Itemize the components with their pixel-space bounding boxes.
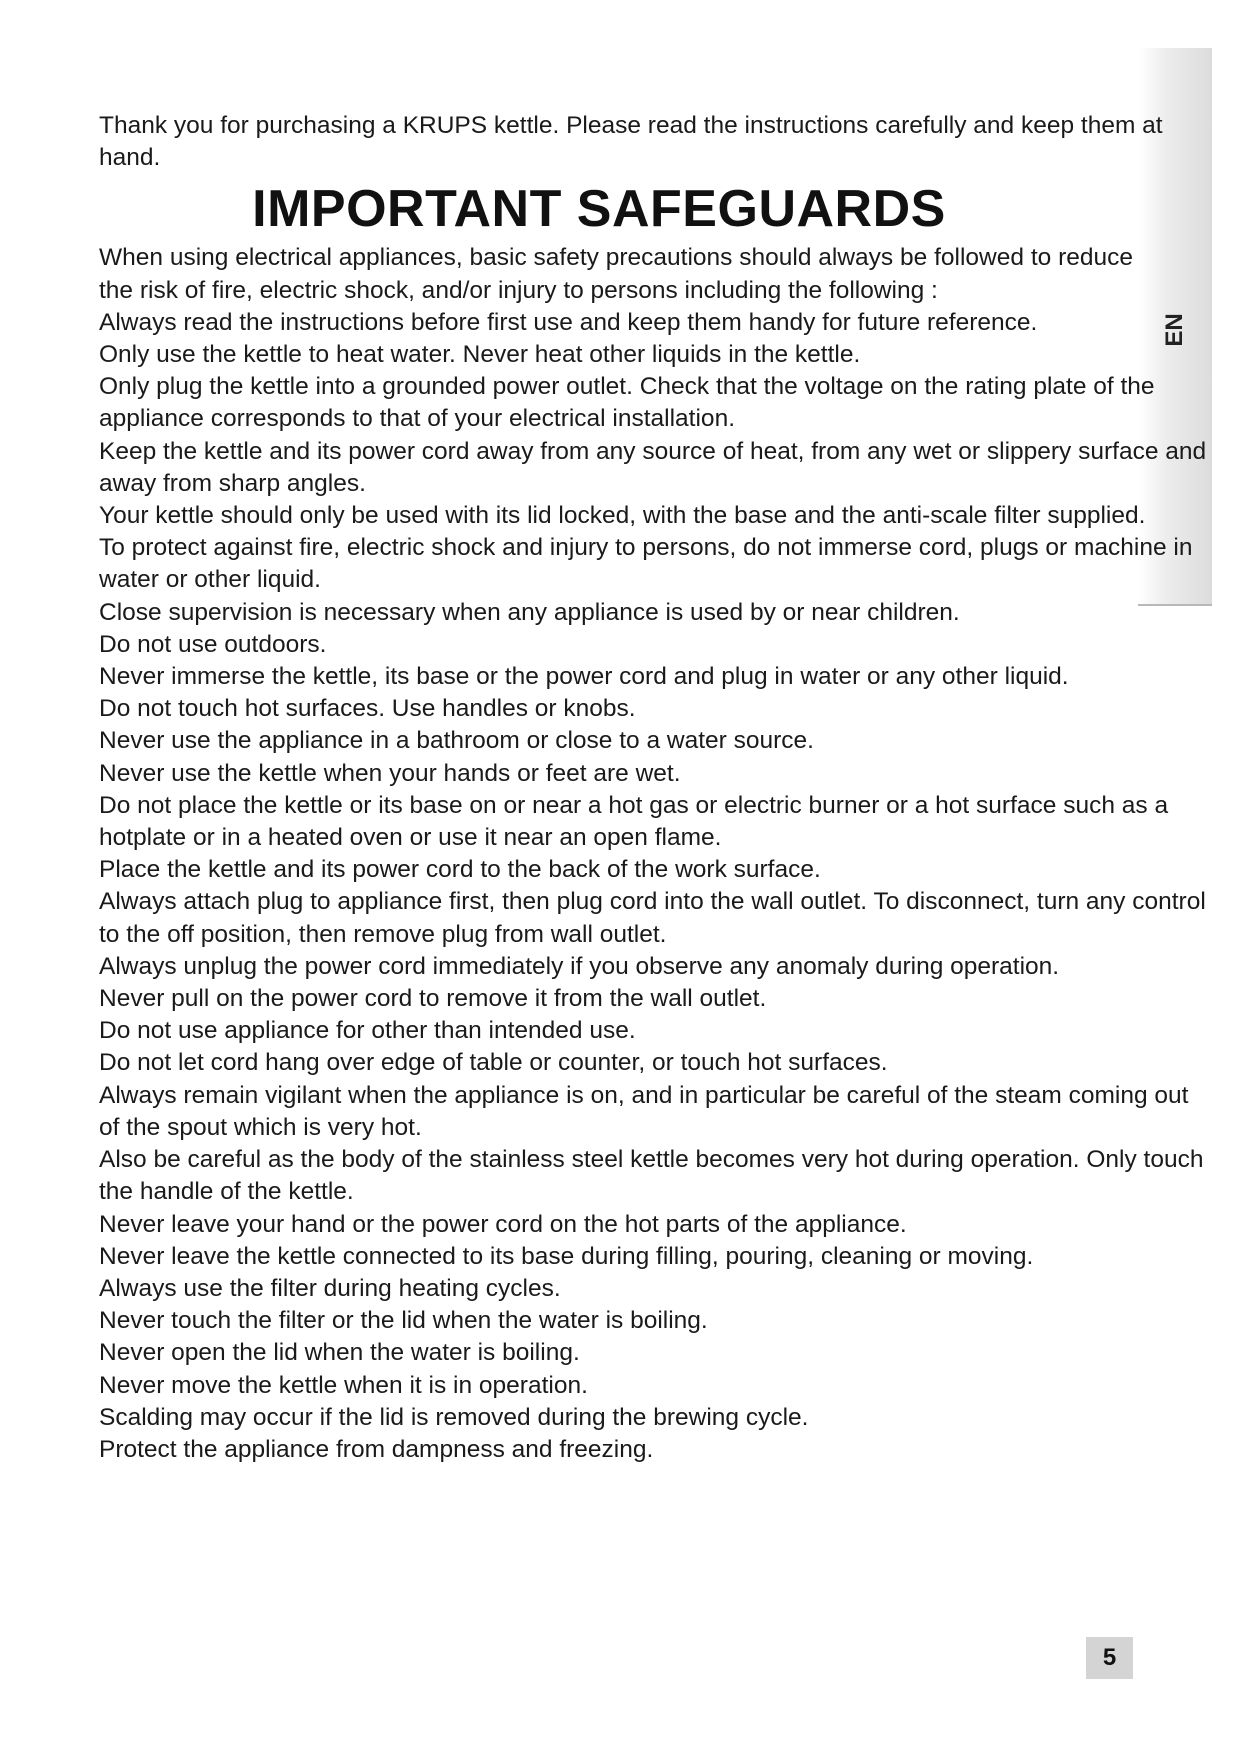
safeguard-item: Never immerse the kettle, its base or the power cord and plug in water or any other liquid. [99,663,1069,691]
safeguard-item: Your kettle should only be used with its lid locked, with the base and the anti-scale filter supplied. [99,502,1146,530]
safeguard-item: Keep the kettle and its power cord away from any source of heat, from any wet or slippery surface and away from sharp angles. [99,437,1207,497]
safeguard-item: Place the kettle and its power cord to the back of the work surface. [99,856,821,884]
safeguard-item: Only use the kettle to heat water. Never heat other liquids in the kettle. [99,341,861,369]
safeguard-item: Never leave your hand or the power cord on the hot parts of the appliance. [99,1210,907,1238]
safeguard-item: Never pull on the power cord to remove it from the wall outlet. [99,985,767,1013]
safeguard-item: Always use the filter during heating cycles. [99,1274,561,1302]
safeguard-item: Always attach plug to appliance first, then plug cord into the wall outlet. To disconnect, turn any control to the off position, then remove plug from wall outlet. [99,888,1206,948]
safeguard-item: Do not use outdoors. [99,630,327,658]
manual-page-content [99,110,1211,1466]
safeguard-item: Do not place the kettle or its base on or near a hot gas or electric burner or a hot surface such as a hotplate or in a heated oven or use it near an open flame. [99,791,1169,852]
safeguard-item: Never leave the kettle connected to its base during filling, pouring, cleaning or moving. [99,1242,1034,1270]
safeguard-item: Always remain vigilant when the appliance is on, and in particular be careful of the steam coming out of the spout which is very hot. [99,1081,1189,1141]
page-heading: IMPORTANT SAFEGUARDS [252,180,946,239]
safeguards-list [99,307,1211,1466]
safeguard-item: Do not use appliance for other than intended use. [99,1017,636,1045]
safeguard-item: Never move the kettle when it is in operation. [99,1371,588,1399]
page-number: 5 [1086,1637,1133,1679]
safeguard-item: Do not let cord hang over edge of table or counter, or touch hot surfaces. [99,1049,888,1077]
safeguard-item: Also be careful as the body of the stainless steel kettle becomes very hot during operation. Only touch the handle of the kettle. [99,1146,1204,1206]
safety-lead-paragraph: When using electrical appliances, basic safety precautions should always be followed to reduce the risk of fire, electric shock, and/or injury to persons including the following : [99,244,1133,304]
safeguard-item: To protect against fire, electric shock and injury to persons, do not immerse cord, plugs or machine in water or other liquid. [99,534,1193,594]
safeguard-item: Never open the lid when the water is boiling. [99,1339,580,1367]
safeguard-item: Protect the appliance from dampness and freezing. [99,1435,654,1463]
safeguard-item: Close supervision is necessary when any appliance is used by or near children. [99,598,960,626]
safeguard-item: Only plug the kettle into a grounded power outlet. Check that the voltage on the rating plate of the appliance corresponds to that of your electrical installation. [99,373,1155,433]
safeguard-item: Do not touch hot surfaces. Use handles or knobs. [99,695,636,723]
intro-text: Thank you for purchasing a KRUPS kettle. Please read the instructions carefully and keep them at hand. [99,112,1163,172]
safeguard-item: Never touch the filter or the lid when the water is boiling. [99,1307,708,1335]
safeguard-item: Never use the appliance in a bathroom or close to a water source. [99,727,814,755]
safeguard-item: Always read the instructions before first use and keep them handy for future reference. [99,308,1038,336]
language-label: EN [1161,313,1188,347]
safeguard-item: Scalding may occur if the lid is removed during the brewing cycle. [99,1403,809,1431]
safeguard-item: Always unplug the power cord immediately if you observe any anomaly during operation. [99,952,1060,980]
safeguard-item: Never use the kettle when your hands or feet are wet. [99,759,681,787]
